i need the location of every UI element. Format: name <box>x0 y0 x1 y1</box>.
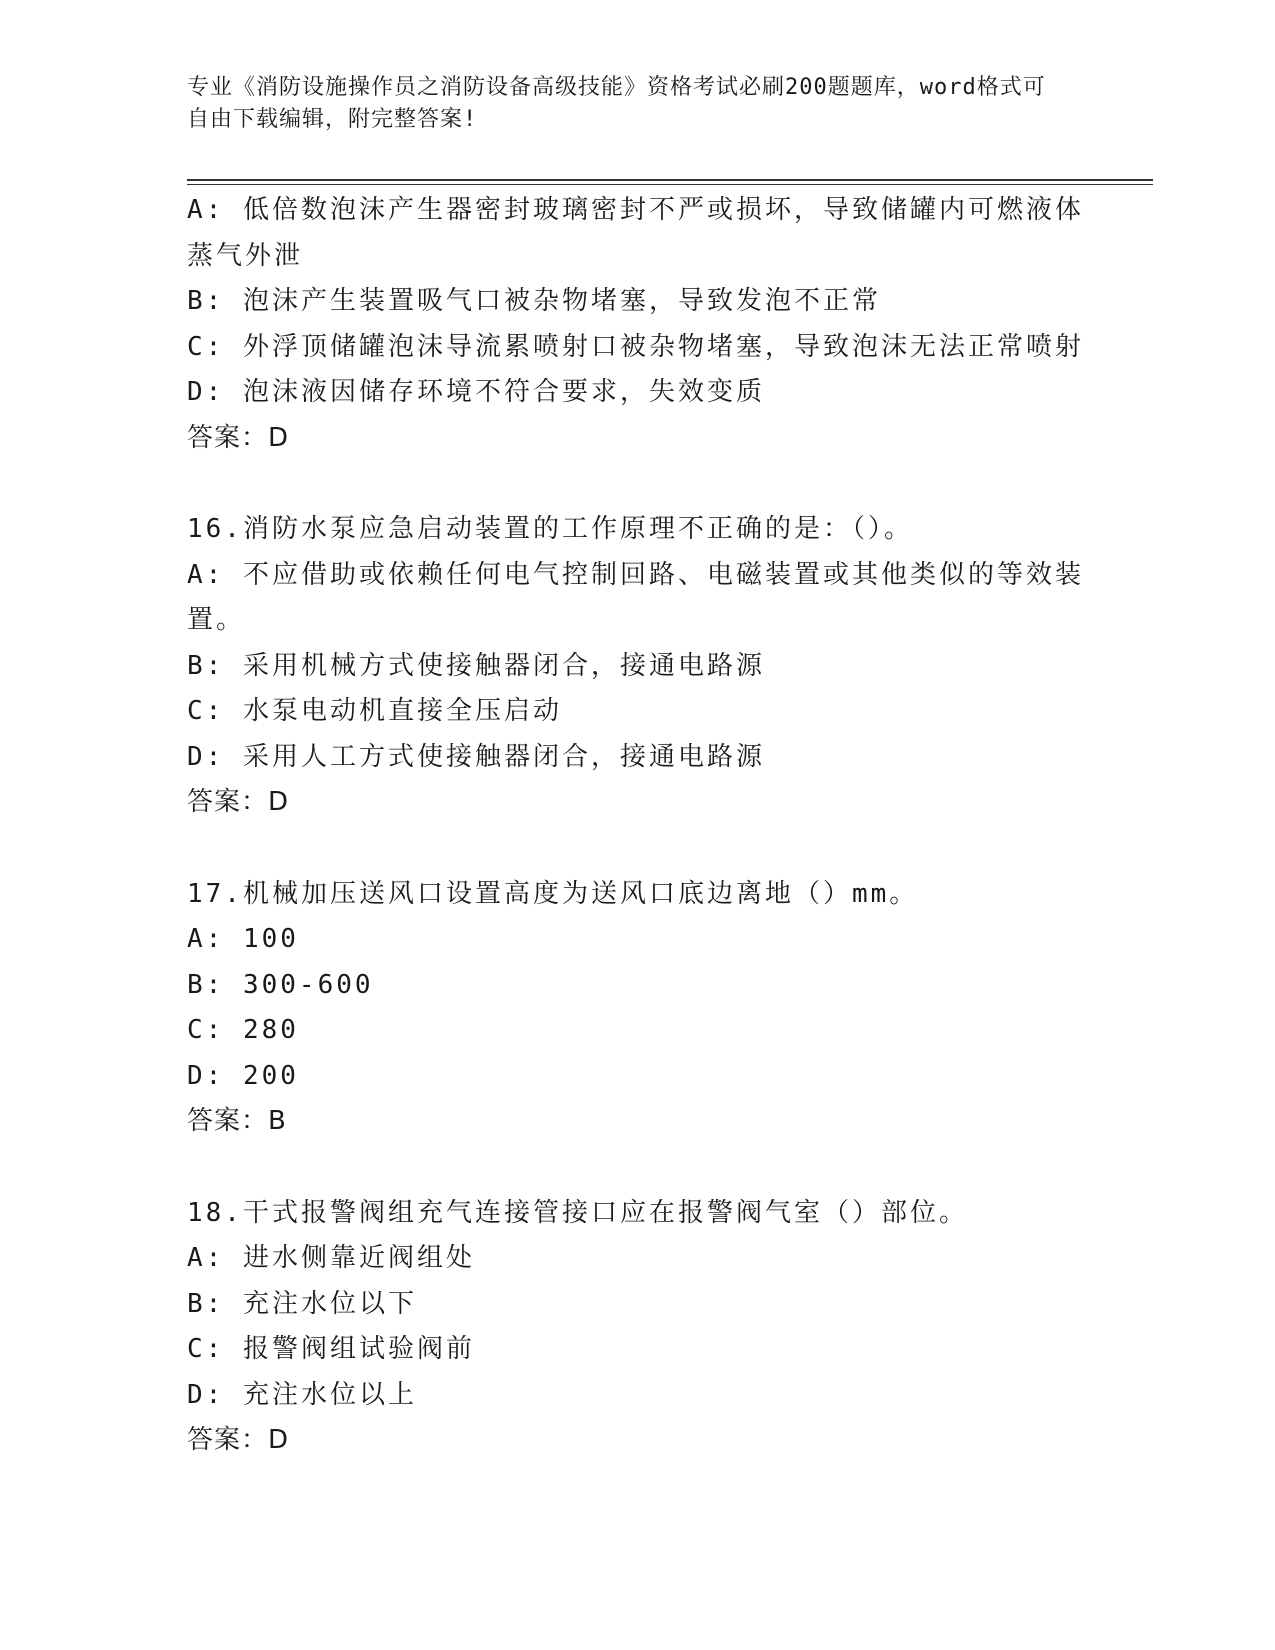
question-list <box>187 188 1087 1464</box>
question-block-15 <box>187 188 1087 461</box>
header-divider-thick <box>187 179 1153 181</box>
option-d: D: 采用人工方式使接触器闭合，接通电路源 <box>187 741 765 772</box>
option-c: C: 报警阀组试验阀前 <box>187 1334 475 1364</box>
option-c: C: 外浮顶储罐泡沫导流累喷射口被杂物堵塞，导致泡沫无法正常喷射 <box>187 331 1084 362</box>
option-d: D: 200 <box>187 1060 299 1091</box>
answer-label: 答案：D <box>187 422 290 453</box>
question-spacer <box>187 826 1087 872</box>
option-b: B: 采用机械方式使接触器闭合，接通电路源 <box>187 650 765 681</box>
question-text: 18.干式报警阀组充气连接管接口应在报警阀气室（）部位。 <box>187 1197 968 1228</box>
question-text: 17.机械加压送风口设置高度为送风口底边离地（）mm。 <box>187 878 919 909</box>
answer-label: 答案：B <box>187 1106 287 1136</box>
option-d: D: 泡沫液因储存环境不符合要求，失效变质 <box>187 377 765 407</box>
header-divider-thin <box>187 184 1153 185</box>
question-block-16 <box>187 507 1087 826</box>
option-a: A: 100 <box>187 924 299 954</box>
option-b: B: 充注水位以下 <box>187 1288 417 1319</box>
option-d: D: 充注水位以上 <box>187 1379 417 1410</box>
question-block-17 <box>187 872 1087 1145</box>
option-b: B: 300-600 <box>187 969 374 1000</box>
option-c: C: 水泵电动机直接全压启动 <box>187 696 562 726</box>
option-a: A: 低倍数泡沫产生器密封玻璃密封不严或损坏，导致储罐内可燃液体蒸气外泄 <box>187 195 1084 271</box>
header-title: 专业《消防设施操作员之消防设备高级技能》资格考试必刷200题题库，word格式可自由下载编辑，附完整答案! <box>187 75 1046 132</box>
document-header <box>187 72 1067 136</box>
question-text: 16.消防水泵应急启动装置的工作原理不正确的是：（）。 <box>187 514 913 544</box>
option-c: C: 280 <box>187 1015 299 1045</box>
option-a: A: 不应借助或依赖任何电气控制回路、电磁装置或其他类似的等效装置。 <box>187 559 1084 635</box>
question-block-18 <box>187 1191 1087 1464</box>
answer-label: 答案：D <box>187 787 290 817</box>
option-a: A: 进水侧靠近阀组处 <box>187 1243 475 1273</box>
option-b: B: 泡沫产生装置吸气口被杂物堵塞，导致发泡不正常 <box>187 286 881 316</box>
question-spacer <box>187 461 1087 507</box>
question-spacer <box>187 1145 1087 1191</box>
answer-label: 答案：D <box>187 1425 290 1455</box>
